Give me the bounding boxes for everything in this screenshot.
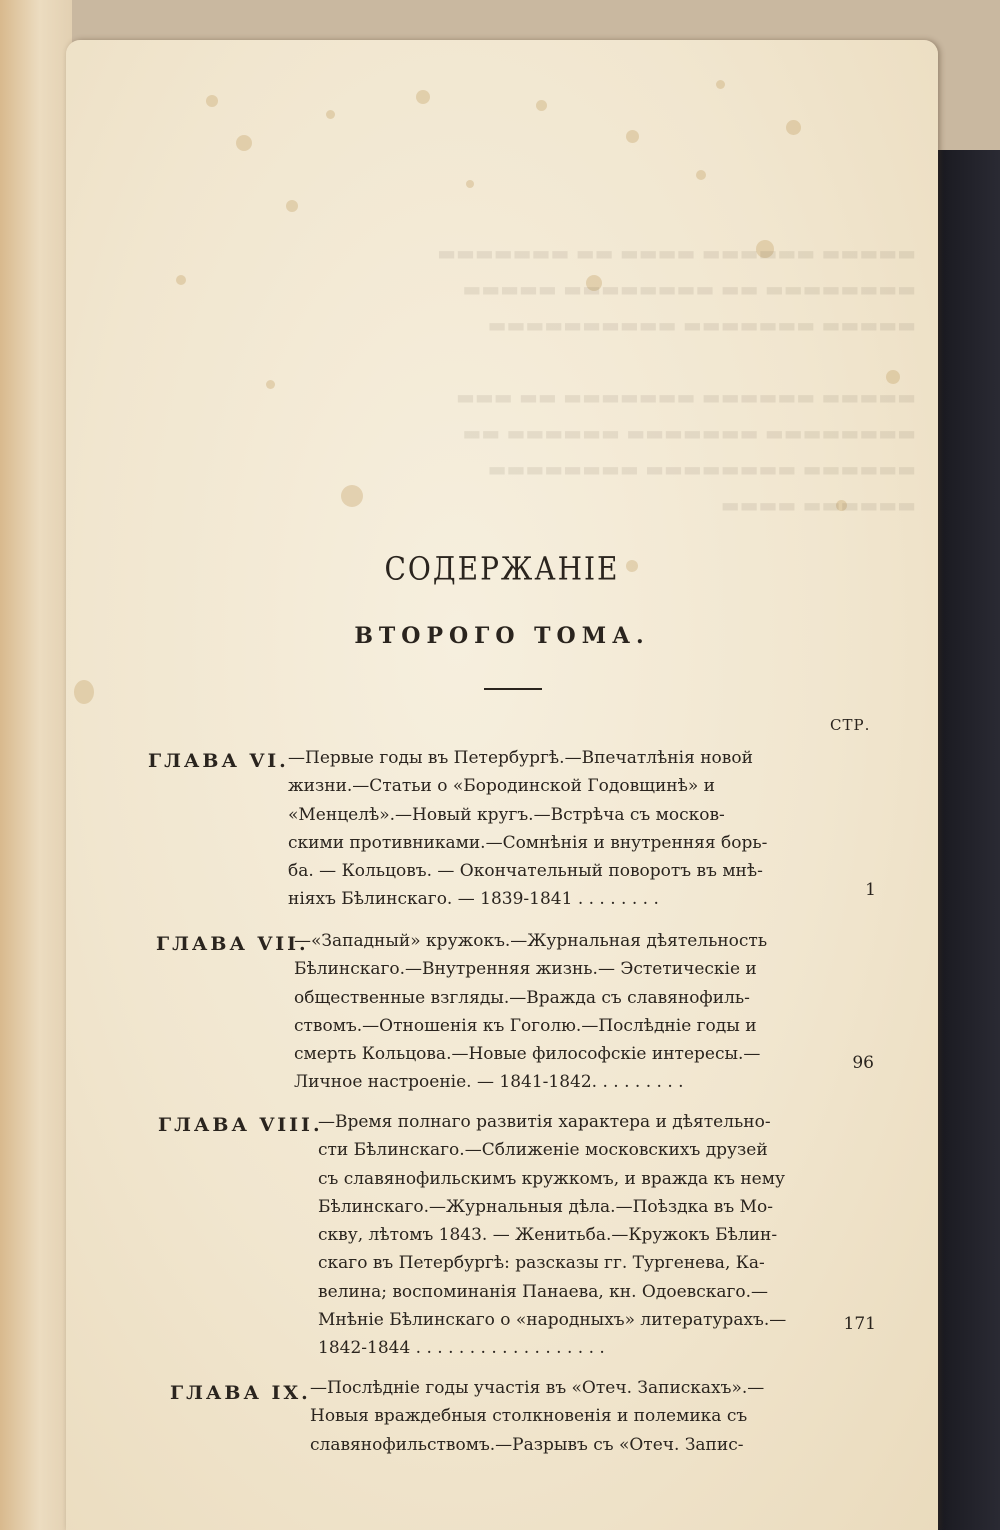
description-line: Бѣлинскаго.—Журнальныя дѣла.—Поѣздка въ Мо-	[318, 1196, 773, 1217]
description-line: 1842-1844 . . . . . . . . . . . . . . . . . .	[318, 1338, 605, 1359]
chapter-description	[310, 1374, 764, 1459]
book-page	[66, 40, 938, 1530]
description-line: велина; воспоминанія Панаева, кн. Одоевскаго.—	[318, 1281, 769, 1302]
description-line: Бѣлинскаго.—Внутренняя жизнь.— Эстетическіе и	[294, 959, 757, 980]
page-number: 96	[852, 1053, 874, 1073]
chapter-label: ГЛАВА IX.	[170, 1382, 311, 1404]
foxing-spot	[341, 485, 363, 507]
description-line: общественные взгляды.—Вражда съ славянофиль-	[294, 987, 750, 1008]
foxing-spot	[786, 120, 801, 135]
chapter-description	[294, 927, 767, 1097]
title-divider	[484, 688, 542, 690]
foxing-spot	[206, 95, 218, 107]
description-line: —Время полнаго развитія характера и дѣятельно-	[318, 1112, 771, 1132]
foxing-spot	[286, 200, 298, 212]
foxing-spot	[696, 170, 706, 180]
description-line: ствомъ.—Отношенія къ Гоголю.—Послѣдніе годы и	[294, 1015, 757, 1036]
page-column-label: СТР.	[830, 716, 871, 734]
description-line: —«Западный» кружокъ.—Журнальная дѣятельность	[294, 931, 768, 951]
foxing-spot	[626, 130, 639, 143]
chapter-description	[318, 1108, 786, 1363]
chapter-description	[288, 744, 767, 914]
description-line: —Послѣдніе годы участія въ «Отеч. Запискахъ».—	[310, 1378, 765, 1398]
chapter-label: ГЛАВА VII.	[156, 933, 309, 955]
description-line: ба. — Кольцовъ. — Окончательный поворотъ въ мнѣ-	[288, 861, 763, 882]
page-subtitle: ВТОРОГО ТОМА.	[354, 623, 650, 649]
description-line: смерть Кольцова.—Новые философскіе интересы.—	[294, 1044, 761, 1065]
foxing-spot	[74, 680, 94, 704]
foxing-spot	[716, 80, 725, 89]
description-line: Новыя враждебныя столкновенія и полемика съ	[310, 1406, 748, 1427]
page-title: СОДЕРЖАНІЕ	[384, 549, 620, 588]
description-line: Личное настроеніе. — 1841-1842. . . . . . . . .	[294, 1072, 684, 1093]
foxing-spot	[326, 110, 335, 119]
description-line: скими противниками.—Сомнѣнія и внутренняя борь-	[288, 832, 768, 853]
foxing-spot	[536, 100, 547, 111]
description-line: съ славянофильскимъ кружкомъ, и вражда къ нему	[318, 1168, 785, 1189]
chapter-label: ГЛАВА VI.	[148, 750, 289, 772]
chapter-label: ГЛАВА VIII.	[158, 1114, 323, 1136]
left-page-edge	[0, 0, 72, 1530]
description-line: «Менцелѣ».—Новый кругъ.—Встрѣча съ москов-	[288, 804, 725, 825]
description-line: Мнѣніе Бѣлинскаго о «народныхъ» литературахъ.—	[318, 1310, 787, 1331]
foxing-spot	[236, 135, 252, 151]
page-number: 1	[865, 880, 876, 900]
description-line: ніяхъ Бѣлинскаго. — 1839-1841 . . . . . . . .	[288, 889, 659, 910]
description-line: жизни.—Статьи о «Бородинской Годовщинѣ» и	[288, 776, 715, 797]
foxing-spot	[466, 180, 474, 188]
description-line: скаго въ Петербургѣ: разсказы гг. Тургенева, Ка-	[318, 1253, 765, 1274]
description-line: —Первые годы въ Петербургѣ.—Впечатлѣнія новой	[288, 748, 753, 768]
description-line: славянофильствомъ.—Разрывъ съ «Отеч. Запис-	[310, 1434, 744, 1455]
foxing-spot	[266, 380, 275, 389]
description-line: скву, лѣтомъ 1843. — Женитьба.—Кружокъ Бѣлин-	[318, 1225, 778, 1246]
page-number: 171	[843, 1314, 876, 1334]
description-line: сти Бѣлинскаго.—Сближеніе московскихъ друзей	[318, 1140, 768, 1161]
foxing-spot	[416, 90, 430, 104]
show-through-text: ▬▬▬▬▬ ▬▬▬▬▬▬ ▬▬▬▬ ▬▬ ▬▬▬▬▬▬▬ ▬▬▬▬▬▬▬▬ ▬▬ ▬▬▬▬▬▬▬▬ ▬▬▬▬▬ ▬▬▬▬▬ ▬▬▬▬▬▬▬ ▬▬▬▬▬▬▬▬▬▬ ▬▬▬▬▬ ▬▬▬▬▬▬ ▬▬▬▬▬▬▬ ▬▬ ▬▬▬ ▬▬▬▬▬▬▬▬ ▬▬▬▬▬▬▬ ▬▬▬▬▬▬ ▬▬ ▬▬▬▬▬▬ ▬▬▬▬▬▬▬▬ ▬▬▬▬▬▬▬▬ ▬▬▬▬▬▬ ▬▬▬▬	[437, 241, 916, 517]
foxing-spot	[176, 275, 186, 285]
